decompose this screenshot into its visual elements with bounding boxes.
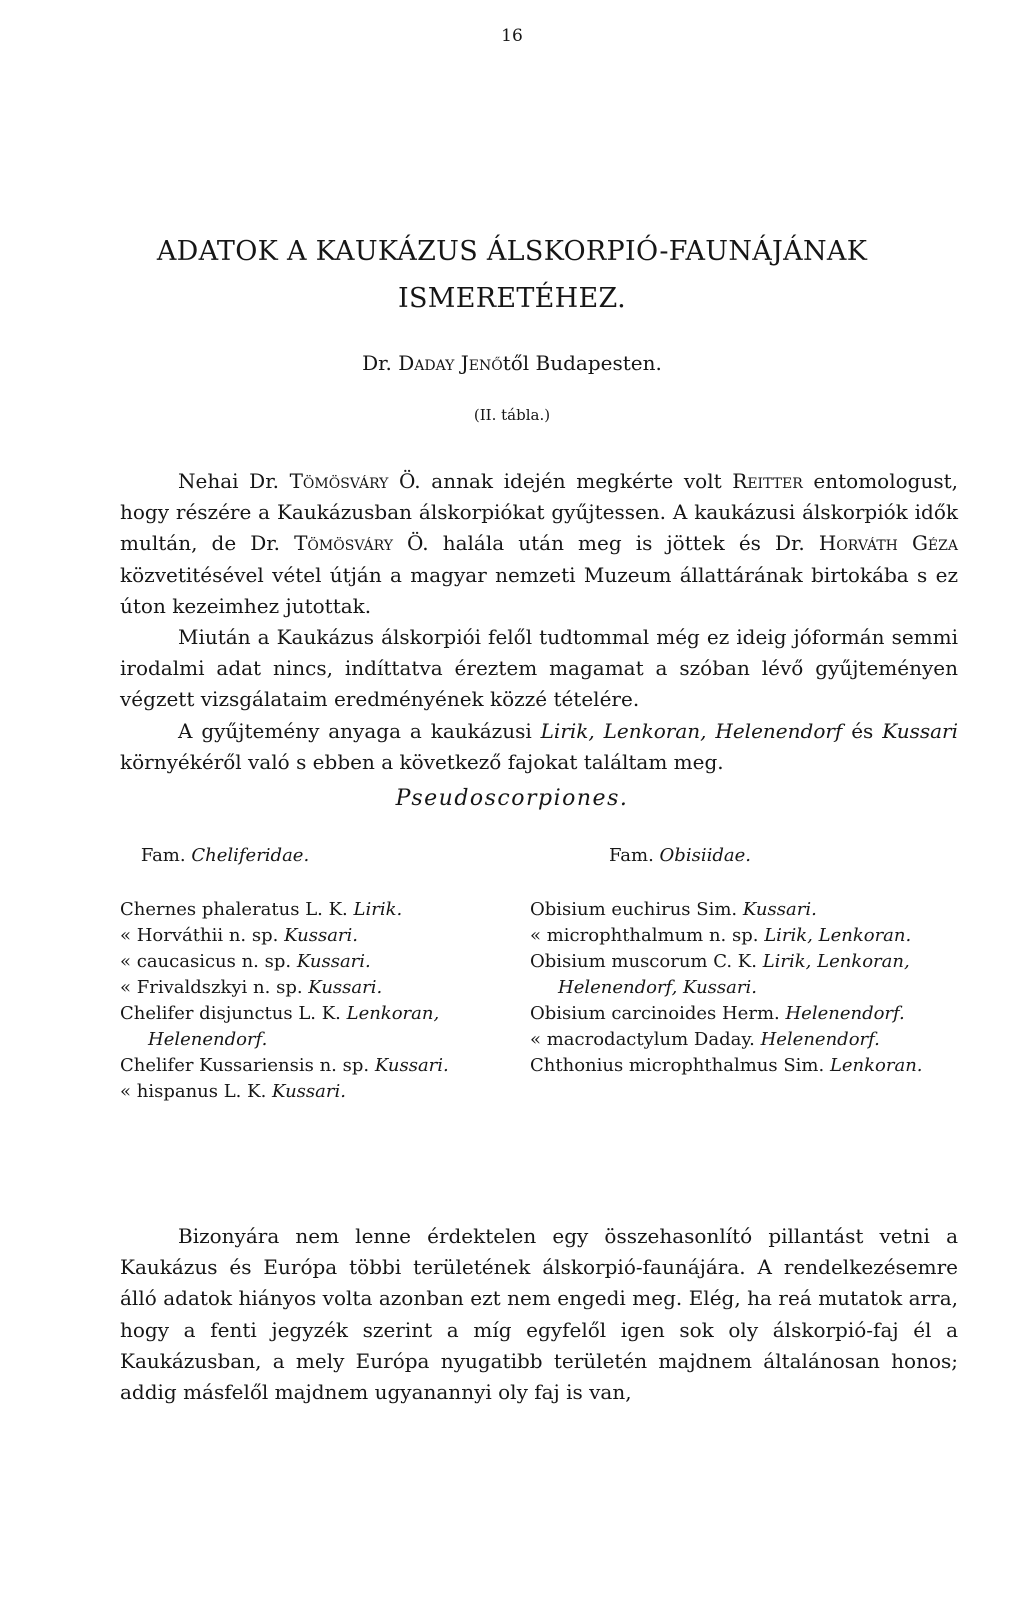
- species-name: Chelifer Kussariensis n. sp.: [120, 1055, 375, 1076]
- section-title: Pseudoscorpiones.: [395, 786, 629, 811]
- species-name: Chernes phaleratus L. K.: [120, 899, 354, 920]
- species-locality: Kussari.: [284, 925, 359, 946]
- species-locality: Lirik, Lenkoran.: [764, 925, 912, 946]
- paragraph-3: A gyűjtemény anyaga a kaukázusi Lirik, Lenkoran, Helenendorf és Kussari környékéről való s ebben a következő fajokat találtam meg.: [120, 718, 958, 774]
- paragraph-1: Nehai Dr. Tömösváry Ö. annak idején megkérte volt Reitter entomologust, hogy részére a Kaukázusban álskorpiókat gyűjtessen. A kaukázusi álskorpiók idők multán, de Dr. Tömösváry Ö. halála után meg is jöttek és Dr. Horváth Géza közvetitésével vétel útján a magyar nemzeti Muzeum állattárának birtokába s ez úton kezeimhez jutottak.: [120, 469, 958, 618]
- author-name: Daday Jenő: [398, 351, 503, 375]
- species-locality: Helenendorf.: [760, 1029, 880, 1050]
- species-entry: [120, 1001, 510, 1053]
- species-name: Chthonius microphthalmus Sim.: [530, 1055, 830, 1076]
- species-locality: Lenkoran.: [829, 1055, 923, 1076]
- species-entry: [530, 1001, 960, 1027]
- author-ref: Tömösváry: [289, 469, 389, 493]
- article-title-line2: ISMERETÉHEZ.: [398, 283, 626, 314]
- species-locality: Kussari.: [272, 1081, 346, 1102]
- species-name: « hispanus L. K.: [120, 1081, 273, 1102]
- species-name: « macrodactylum Daday.: [530, 1029, 761, 1050]
- intro-text: [120, 466, 958, 778]
- page-number: 16: [501, 26, 523, 46]
- species-entry: [120, 949, 510, 975]
- paragraph-4: Bizonyára nem lenne érdektelen egy összehasonlító pillantást vetni a Kaukázus és Európa többi területének álskorpió-faunájára. A rendelkezésemre álló adatok hiányos volta azonban ezt nem engedi meg. Elég, ha reá mutatok arra, hogy a fenti jegyzék szerint a míg egyfelől igen sok oly álskorpió-faj él a Kaukázusban, a mely Európa nyugatibb területén majdnem általánosan honos; addig másfelől majdnem ugyanannyi oly faj is van,: [120, 1224, 958, 1405]
- species-locality: Lirik.: [353, 899, 403, 920]
- family-heading-left: Fam. Cheliferidae.: [140, 845, 310, 866]
- author-suffix: től Budapesten.: [502, 351, 662, 375]
- species-list-left: [120, 843, 510, 1105]
- species-entry: [120, 923, 510, 949]
- species-list-right: [530, 843, 960, 1079]
- species-name: Obisium euchirus Sim.: [530, 899, 743, 920]
- closing-text: [120, 1221, 958, 1408]
- article-title-line1: ADATOK A KAUKÁZUS ÁLSKORPIÓ-FAUNÁJÁNAK: [156, 236, 868, 267]
- plate-reference: (II. tábla.): [473, 406, 551, 424]
- species-locality: Lenkoran, Helenendorf.: [148, 1003, 440, 1050]
- species-locality: Kussari.: [296, 951, 371, 972]
- species-entry: [530, 1053, 960, 1079]
- author-ref: Tömösváry: [294, 531, 393, 556]
- species-entry: [120, 1079, 510, 1105]
- species-locality: Helenendorf.: [785, 1003, 905, 1024]
- species-locality: Kussari.: [308, 977, 383, 998]
- species-entry: [120, 975, 510, 1001]
- species-name: Obisium carcinoides Herm.: [530, 1003, 786, 1024]
- family-heading-right: Fam. Obisiidae.: [609, 845, 751, 866]
- species-entry: [120, 897, 510, 923]
- species-name: Chelifer disjunctus L. K.: [120, 1003, 347, 1024]
- species-name: « microphthalmum n. sp.: [530, 925, 765, 946]
- species-name: « Horváthii n. sp.: [120, 925, 285, 946]
- species-name: « Frivaldszkyi n. sp.: [120, 977, 309, 998]
- species-entry: [530, 897, 960, 923]
- paragraph-2: Miután a Kaukázus álskorpiói felől tudtommal még ez ideig jóformán semmi irodalmi adat nincs, indíttatva éreztem magamat a szóban lévő gyűjteményen végzett vizsgálataim eredményének közzé tételére.: [120, 625, 958, 712]
- species-locality: Lirik, Lenkoran, Helenendorf, Kussari.: [558, 951, 910, 998]
- species-entry: [530, 923, 960, 949]
- species-entry: [530, 949, 960, 1001]
- species-locality: Kussari.: [374, 1055, 449, 1076]
- author-prefix: Dr.: [362, 351, 392, 375]
- species-entry: [120, 1053, 510, 1079]
- author-line: [0, 351, 1024, 375]
- species-name: « caucasicus n. sp.: [120, 951, 297, 972]
- author-ref: Reitter: [732, 469, 803, 493]
- species-locality: Kussari.: [742, 899, 817, 920]
- species-name: Obisium muscorum C. K.: [530, 951, 763, 972]
- author-ref: Horváth Géza: [818, 531, 958, 556]
- species-entry: [530, 1027, 960, 1053]
